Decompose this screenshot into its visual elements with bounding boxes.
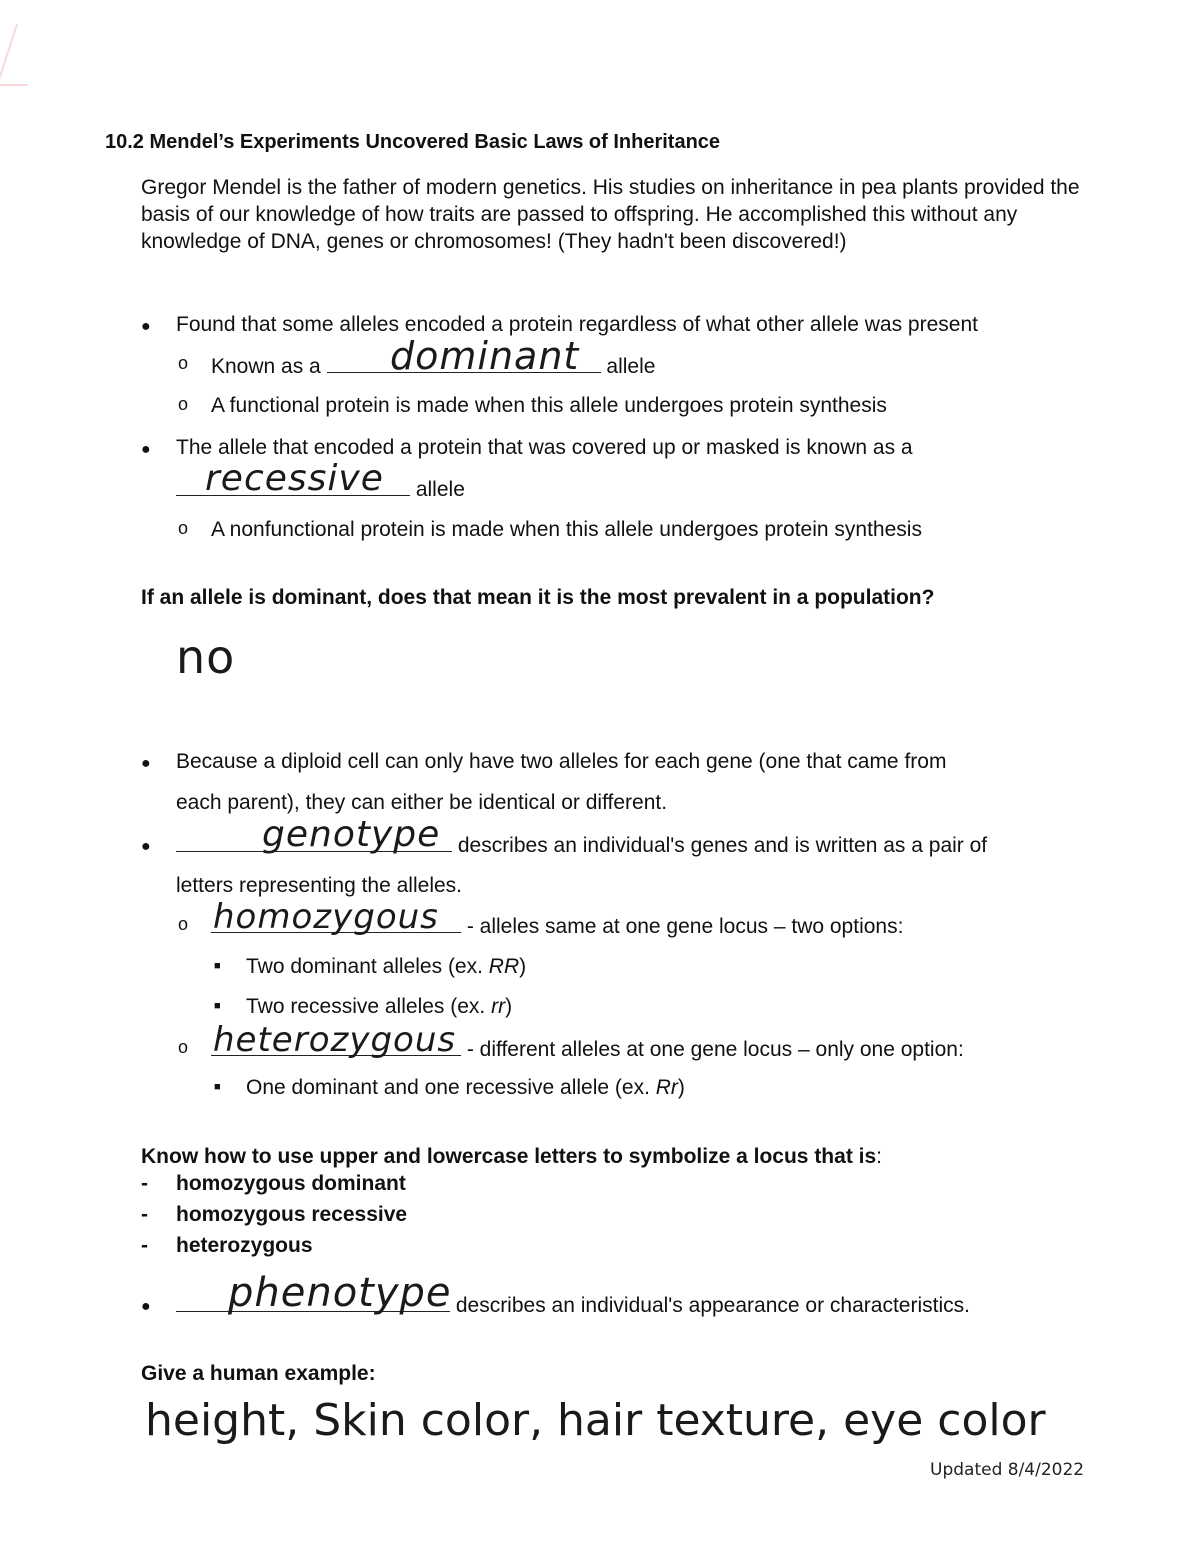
one-each-line: [246, 1074, 685, 1101]
paren: ): [519, 955, 527, 978]
handwritten-genotype: genotype: [262, 814, 441, 855]
square-bullet-glyph: ■: [214, 1081, 221, 1093]
bullet-glyph: ●: [141, 1298, 151, 1315]
paren: ): [505, 995, 513, 1018]
handwritten-phenotype: phenotype: [228, 1270, 452, 1316]
bullet-dominant-desc: Found that some alleles encoded a protein regardless of what other allele was present: [176, 313, 978, 336]
paren: ): [677, 1076, 685, 1099]
known-as-post: allele: [600, 355, 656, 378]
sub-bullet-glyph: o: [178, 394, 189, 414]
recessive-post: allele: [410, 478, 465, 501]
diploid-line-2: each parent), they can either be identical or different.: [176, 791, 668, 814]
corner-mark: [0, 24, 48, 86]
know-item-3: heterozygous: [176, 1234, 313, 1257]
bullet-recessive-desc: The allele that encoded a protein that was covered up or masked is known as a: [176, 436, 913, 459]
handwritten-recessive: recessive: [205, 458, 384, 499]
nonfunctional-protein-line: A nonfunctional protein is made when this allele undergoes protein synthesis: [211, 518, 922, 541]
sub-bullet-glyph: o: [178, 518, 189, 538]
functional-protein-line: A functional protein is made when this allele undergoes protein synthesis: [211, 394, 887, 417]
two-dominant-text: Two dominant alleles (ex.: [246, 955, 489, 978]
rr-lower: rr: [491, 995, 506, 1018]
two-recessive-line: [246, 993, 512, 1020]
intro-paragraph: Gregor Mendel is the father of modern genetics. His studies on inheritance in pea plants provided the basis of our knowledge of how traits are passed to offspring. He accomplished this without any knowledge of DNA, genes or chromosomes! (They hadn't been discovered!): [141, 176, 1080, 253]
one-each-text: One dominant and one recessive allele (ex.: [246, 1076, 656, 1099]
updated-date: Updated 8/4/2022: [930, 1460, 1085, 1480]
question-prevalent: If an allele is dominant, does that mean it is the most prevalent in a population?: [141, 586, 935, 609]
handwritten-human-example: height, Skin color, hair texture, eye color: [145, 1395, 1046, 1446]
rr-upper: RR: [488, 955, 520, 978]
page-title: 10.2 Mendel’s Experiments Uncovered Basic Laws of Inheritance: [105, 131, 721, 153]
bullet-glyph: ●: [141, 755, 151, 772]
genotype-post: describes an individual's genes and is written as a pair of: [452, 834, 988, 857]
rr-mixed: Rr: [655, 1076, 678, 1099]
sub-bullet-glyph: o: [178, 353, 189, 373]
handwritten-heterozygous: heterozygous: [213, 1020, 457, 1060]
handwritten-dominant: dominant: [390, 334, 580, 378]
bullet-glyph: ●: [141, 838, 151, 855]
two-dominant-line: [246, 953, 526, 980]
phenotype-post: describes an individual's appearance or characteristics.: [450, 1294, 970, 1317]
know-item-1: homozygous dominant: [176, 1172, 406, 1195]
colon: :: [876, 1145, 882, 1168]
bullet-glyph: ●: [141, 318, 151, 335]
dash: -: [141, 1172, 148, 1195]
square-bullet-glyph: ■: [214, 960, 221, 972]
handwritten-no: no: [176, 630, 236, 684]
heterozygous-post: - different alleles at one gene locus – only one option:: [461, 1038, 964, 1061]
know-heading: [141, 1143, 882, 1170]
sub-bullet-glyph: o: [178, 914, 189, 934]
two-recessive-text: Two recessive alleles (ex.: [246, 995, 492, 1018]
know-heading-text: Know how to use upper and lowercase letters to symbolize a locus that is: [141, 1145, 877, 1168]
dash: -: [141, 1203, 148, 1226]
dash: -: [141, 1234, 148, 1257]
known-as-pre: Known as a: [211, 355, 327, 378]
sub-bullet-glyph: o: [178, 1037, 189, 1057]
homozygous-post: - alleles same at one gene locus – two options:: [461, 915, 904, 938]
know-item-2: homozygous recessive: [176, 1203, 408, 1226]
bullet-glyph: ●: [141, 441, 151, 458]
question-human-example: Give a human example:: [141, 1362, 376, 1385]
diploid-line-1: Because a diploid cell can only have two alleles for each gene (one that came from: [176, 750, 947, 773]
handwritten-homozygous: homozygous: [213, 897, 439, 937]
genotype-line-2: letters representing the alleles.: [176, 874, 462, 897]
square-bullet-glyph: ■: [214, 1000, 221, 1012]
